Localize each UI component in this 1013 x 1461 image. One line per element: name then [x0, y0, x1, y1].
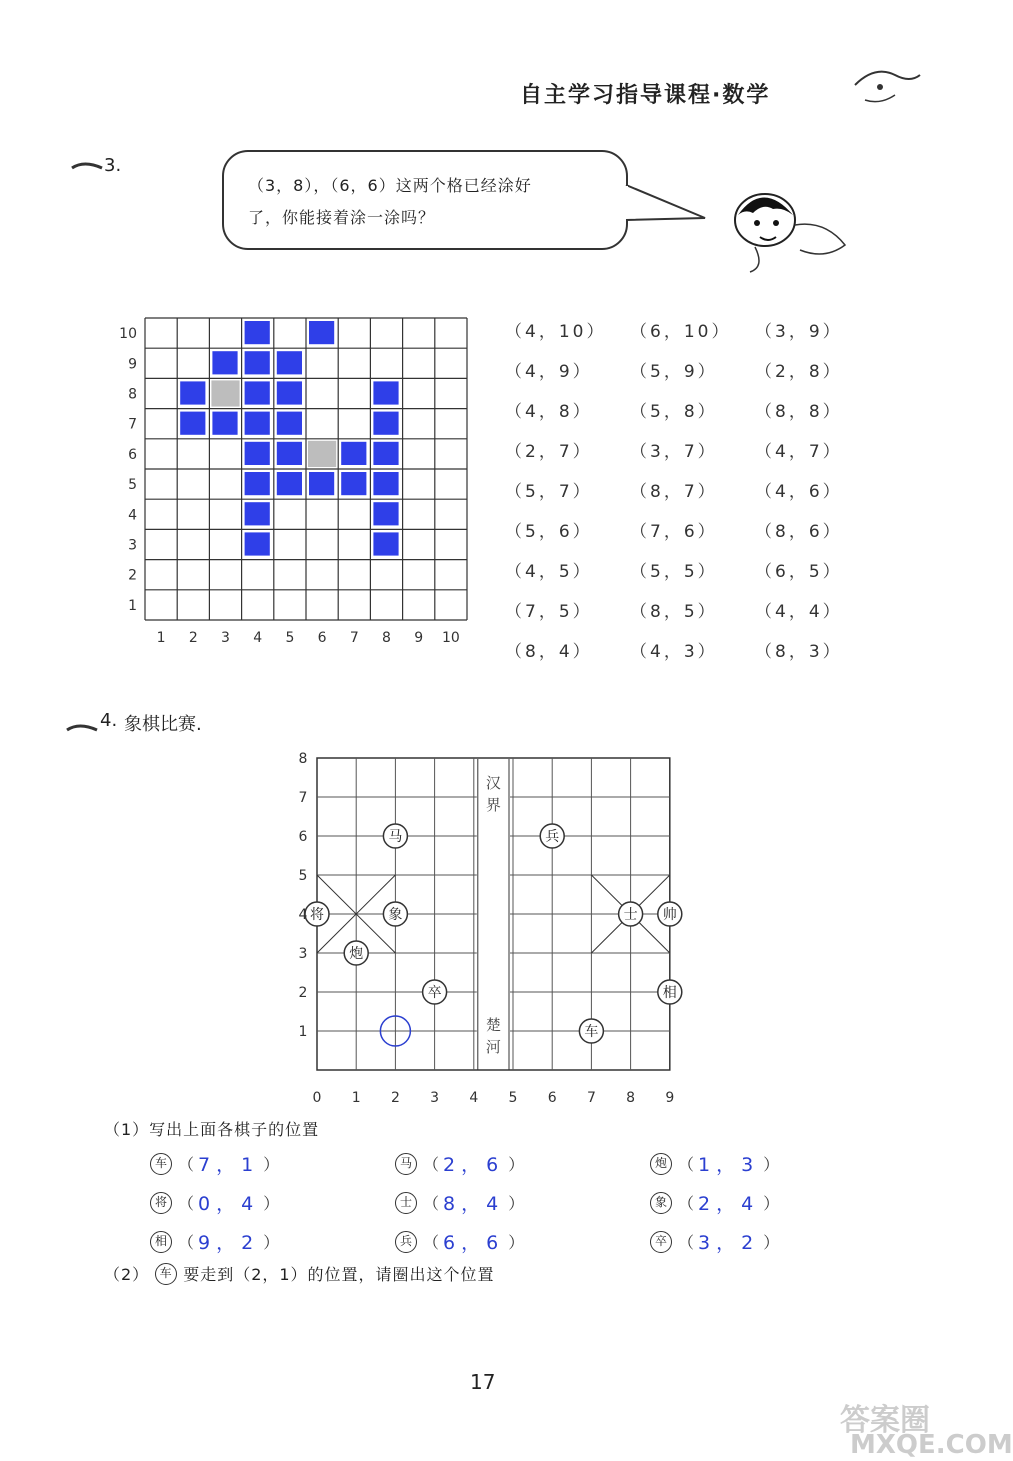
- answer-piece-badge: 车: [150, 1153, 172, 1175]
- answer-item: [650, 1228, 810, 1255]
- colored-cell: [245, 442, 270, 465]
- colored-cell: [245, 351, 270, 374]
- colored-cell: [245, 321, 270, 344]
- x-tick-label: 6: [317, 630, 327, 646]
- chess-piece: [540, 824, 564, 848]
- chess-piece: [619, 902, 643, 926]
- river-text-top: 汉: [485, 774, 501, 792]
- paren-open: （: [423, 1155, 440, 1174]
- coordinate-item: （4，5）: [505, 562, 593, 582]
- board-x-tick: 6: [547, 1090, 557, 1106]
- board-y-tick: 7: [298, 790, 308, 806]
- y-tick-label: 3: [128, 537, 137, 554]
- paren-close: ）: [263, 1155, 280, 1174]
- piece-label: 兵: [545, 829, 560, 845]
- coordinate-item: （5，8）: [630, 402, 718, 422]
- answer-piece-badge: 象: [650, 1192, 672, 1214]
- chess-piece: [579, 1019, 603, 1043]
- x-tick-label: 5: [285, 630, 295, 646]
- paren-open: （: [678, 1155, 695, 1174]
- answer-value: 9，2: [198, 1232, 260, 1254]
- answer-value: 7，1: [198, 1154, 260, 1176]
- board-x-tick: 1: [351, 1090, 361, 1106]
- colored-cell: [309, 472, 334, 495]
- coordinate-item: （4，8）: [505, 402, 593, 422]
- colored-cell: [212, 412, 237, 435]
- x-tick-label: 10: [441, 630, 460, 646]
- girl-cartoon-icon: [710, 185, 860, 275]
- board-x-tick: 4: [469, 1090, 479, 1106]
- x-tick-label: 9: [414, 630, 424, 646]
- paren-open: （: [678, 1194, 695, 1213]
- paren-open: （: [178, 1194, 195, 1213]
- paren-open: （: [423, 1233, 440, 1252]
- colored-cell: [373, 472, 398, 495]
- given-cell: [211, 380, 239, 406]
- colored-cell: [341, 472, 366, 495]
- part2-piece-badge: 车: [155, 1263, 177, 1285]
- piece-label: 车: [584, 1024, 599, 1040]
- watermark-logo: 答案圈: [840, 1403, 930, 1438]
- board-y-tick: 5: [298, 868, 308, 884]
- paren-close: ）: [763, 1194, 780, 1213]
- board-y-tick: 8: [298, 751, 308, 767]
- y-tick-label: 1: [128, 597, 137, 614]
- coordinate-item: （8，3）: [755, 642, 843, 662]
- board-y-tick: 3: [298, 946, 308, 962]
- board-x-tick: 7: [586, 1090, 596, 1106]
- board-y-tick: 2: [298, 985, 308, 1001]
- piece-label: 卒: [427, 985, 442, 1001]
- board-y-tick: 6: [298, 829, 308, 845]
- coordinate-item: （4，3）: [630, 642, 718, 662]
- page-number: 17: [470, 1370, 496, 1394]
- coordinate-item: （4，7）: [755, 442, 843, 462]
- board-x-tick: 5: [508, 1090, 518, 1106]
- chess-piece: [344, 941, 368, 965]
- piece-label: 炮: [349, 946, 364, 962]
- y-tick-label: 6: [128, 446, 137, 463]
- colored-cell: [373, 532, 398, 555]
- answer-piece-badge: 兵: [395, 1231, 417, 1253]
- bird-decoration-icon: [835, 45, 925, 135]
- answer-item: [395, 1150, 650, 1177]
- answer-value: 2，4: [698, 1193, 760, 1215]
- y-tick-label: 9: [128, 356, 137, 373]
- bird-bullet-icon: [65, 722, 99, 734]
- coordinate-item: （5，5）: [630, 562, 718, 582]
- y-tick-label: 10: [119, 326, 137, 343]
- chess-board: [280, 745, 700, 1106]
- x-tick-label: 2: [188, 630, 198, 646]
- chess-piece: [383, 902, 407, 926]
- colored-cell: [309, 321, 334, 344]
- coordinate-item: （8，4）: [505, 642, 593, 662]
- y-tick-label: 7: [128, 416, 137, 433]
- bubble-line-2: 了，你能接着涂一涂吗？: [248, 208, 436, 227]
- coordinate-item: （2，8）: [755, 362, 843, 382]
- answer-value: 3，2: [698, 1232, 760, 1254]
- answer-piece-badge: 相: [150, 1231, 172, 1253]
- coordinate-item: （8，7）: [630, 482, 718, 502]
- colored-cell: [277, 351, 302, 374]
- answer-item: [395, 1189, 650, 1216]
- x-tick-label: 1: [156, 630, 166, 646]
- colored-cell: [277, 442, 302, 465]
- header-title: 自主学习指导课程·数学: [520, 83, 771, 108]
- answer-item: [150, 1150, 395, 1177]
- paren-open: （: [178, 1155, 195, 1174]
- paren-close: ）: [763, 1233, 780, 1252]
- coordinate-item: （4，9）: [505, 362, 593, 382]
- colored-cell: [245, 532, 270, 555]
- board-x-tick: 0: [312, 1090, 322, 1106]
- colored-cell: [277, 412, 302, 435]
- coordinate-item: （6，5）: [755, 562, 843, 582]
- river-text-bottom: 河: [485, 1038, 501, 1056]
- board-x-tick: 2: [390, 1090, 400, 1106]
- piece-label: 马: [388, 829, 403, 845]
- coordinate-item: （5，7）: [505, 482, 593, 502]
- piece-label: 帅: [662, 907, 677, 923]
- colored-cell: [341, 442, 366, 465]
- coordinate-item: （7，6）: [630, 522, 718, 542]
- chess-piece: [658, 902, 682, 926]
- paren-close: ）: [263, 1194, 280, 1213]
- bird-bullet-icon: [70, 160, 104, 172]
- chess-piece: [658, 980, 682, 1004]
- paren-close: ）: [508, 1233, 525, 1252]
- q4-number: 4.: [100, 710, 118, 731]
- paren-close: ）: [508, 1194, 525, 1213]
- colored-cell: [277, 472, 302, 495]
- paren-open: （: [178, 1233, 195, 1252]
- colored-cell: [373, 502, 398, 525]
- y-tick-label: 4: [128, 507, 137, 524]
- bubble-tail: [620, 180, 710, 230]
- paren-open: （: [678, 1233, 695, 1252]
- answers-grid: [150, 1150, 790, 1255]
- coordinate-grid: [110, 310, 480, 660]
- y-tick-label: 5: [128, 477, 137, 494]
- coordinate-item: （6，10）: [630, 322, 732, 342]
- colored-cell: [212, 351, 237, 374]
- coordinate-item: （8，5）: [630, 602, 718, 622]
- chess-piece: [423, 980, 447, 1004]
- colored-cell: [180, 381, 205, 404]
- colored-cell: [180, 412, 205, 435]
- part2-label: [104, 1262, 495, 1285]
- board-y-tick: 1: [298, 1024, 308, 1040]
- coordinate-list: [505, 318, 865, 666]
- river-text-bottom: 楚: [485, 1016, 501, 1034]
- colored-cell: [373, 412, 398, 435]
- answer-item: [650, 1189, 810, 1216]
- piece-label: 相: [662, 985, 677, 1001]
- colored-cell: [245, 412, 270, 435]
- chess-piece: [383, 824, 407, 848]
- y-tick-label: 2: [128, 567, 137, 584]
- coordinate-item: （8，8）: [755, 402, 843, 422]
- board-x-tick: 9: [665, 1090, 675, 1106]
- answer-piece-badge: 卒: [650, 1231, 672, 1253]
- coordinate-item: （5，9）: [630, 362, 718, 382]
- paren-close: ）: [763, 1155, 780, 1174]
- colored-cell: [373, 381, 398, 404]
- answer-piece-badge: 马: [395, 1153, 417, 1175]
- x-tick-label: 4: [253, 630, 263, 646]
- paren-close: ）: [508, 1155, 525, 1174]
- answer-item: [150, 1189, 395, 1216]
- coordinate-item: （4，6）: [755, 482, 843, 502]
- coordinate-item: （8，6）: [755, 522, 843, 542]
- colored-cell: [277, 381, 302, 404]
- piece-label: 将: [310, 907, 324, 923]
- coordinate-item: （3，7）: [630, 442, 718, 462]
- board-x-tick: 3: [430, 1090, 440, 1106]
- x-tick-label: 8: [382, 630, 391, 646]
- answer-piece-badge: 将: [150, 1192, 172, 1214]
- coordinate-item: （5，6）: [505, 522, 593, 542]
- speech-bubble: [222, 150, 628, 250]
- part1-label: （1）写出上面各棋子的位置: [104, 1120, 320, 1139]
- answer-value: 6，6: [443, 1232, 505, 1254]
- piece-label: 士: [623, 907, 638, 923]
- coordinate-item: （3，9）: [755, 322, 843, 342]
- colored-cell: [373, 442, 398, 465]
- given-cell: [308, 441, 336, 467]
- answer-value: 1，3: [698, 1154, 760, 1176]
- answer-item: [395, 1228, 650, 1255]
- colored-cell: [245, 502, 270, 525]
- part2-prefix: （2）: [104, 1265, 150, 1284]
- answer-item: [150, 1228, 395, 1255]
- board-y-tick: 4: [298, 907, 308, 923]
- answer-piece-badge: 士: [395, 1192, 417, 1214]
- answer-value: 2，6: [443, 1154, 505, 1176]
- answer-item: [650, 1150, 810, 1177]
- colored-cell: [245, 381, 270, 404]
- x-tick-label: 3: [221, 630, 230, 646]
- chess-piece: [305, 902, 329, 926]
- part2-text: 要走到（2，1）的位置，请圈出这个位置: [183, 1265, 495, 1284]
- watermark-url: MXQE.COM: [850, 1430, 1013, 1460]
- x-tick-label: 7: [349, 630, 359, 646]
- paren-close: ）: [263, 1233, 280, 1252]
- bubble-line-1: （3，8），（6，6）这两个格已经涂好: [248, 176, 532, 195]
- answer-piece-badge: 炮: [650, 1153, 672, 1175]
- answer-value: 0，4: [198, 1193, 260, 1215]
- q3-number: 3.: [104, 155, 122, 176]
- y-tick-label: 8: [128, 386, 137, 403]
- piece-label: 象: [388, 907, 403, 923]
- colored-cell: [245, 472, 270, 495]
- coordinate-item: （4，4）: [755, 602, 843, 622]
- river-text-top: 界: [485, 796, 501, 814]
- board-x-tick: 8: [626, 1090, 636, 1106]
- q4-title: 象棋比赛.: [124, 714, 202, 735]
- answer-value: 8，4: [443, 1193, 505, 1215]
- coordinate-item: （4，10）: [505, 322, 607, 342]
- coordinate-item: （2，7）: [505, 442, 593, 462]
- coordinate-item: （7，5）: [505, 602, 593, 622]
- paren-open: （: [423, 1194, 440, 1213]
